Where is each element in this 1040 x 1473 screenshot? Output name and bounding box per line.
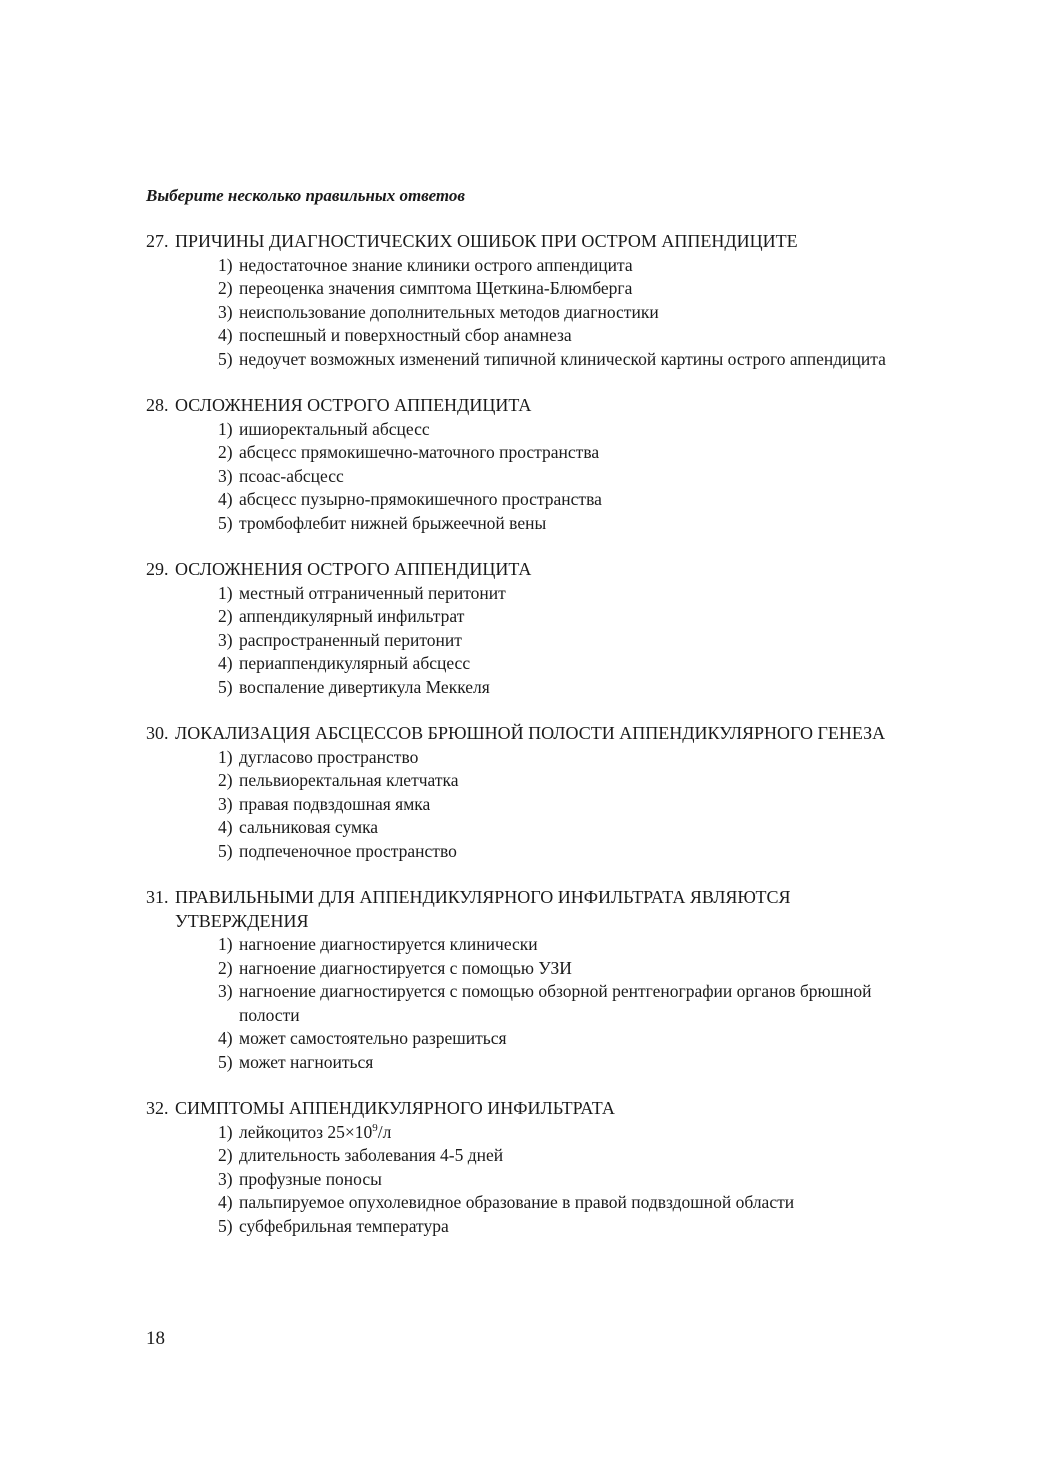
option-text [239,652,916,676]
option-text-main: пельвиоректальная клетчатка [239,770,459,790]
option-unit-suffix: /л [377,1121,392,1142]
option-text [239,582,916,606]
option-text-main: ишиоректальный абсцесс [239,418,430,439]
option-number: 3) [218,793,233,814]
question-heading [146,1097,916,1121]
answer-option [218,840,916,864]
option-text [239,676,916,700]
option-number: 5) [218,1215,233,1236]
option-number: 5) [218,512,233,533]
option-text-main: переоценка значения симптома Щеткина-Блюмберга [239,278,633,298]
option-number: 3) [218,301,233,322]
option-text [239,957,916,981]
option-number: 4) [218,325,233,345]
option-text [239,301,916,325]
option-number: 1) [218,1121,233,1142]
question-number: 27. [146,231,169,251]
question-item [146,230,916,371]
answer-options [146,1121,916,1239]
option-text [239,254,916,278]
option-text-main: дугласово пространство [239,746,419,767]
question-number: 31. [146,887,169,907]
option-text [239,629,916,653]
option-text [239,1051,916,1075]
option-text-main: правая подвздошная ямка [239,793,431,814]
option-number: 1) [218,254,233,275]
answer-option [218,277,916,301]
option-text [239,1027,916,1051]
answer-option [218,1051,916,1075]
option-number: 1) [218,418,233,439]
option-number: 2) [218,606,233,626]
option-text-main: пальпируемое опухолевидное образование в правой подвздошной области [239,1192,795,1212]
answer-options [146,254,916,372]
question-text: ПРАВИЛЬНЫМИ ДЛЯ АППЕНДИКУЛЯРНОГО ИНФИЛЬТРАТА ЯВЛЯЮТСЯ УТВЕРЖДЕНИЯ [175,887,791,931]
option-number: 5) [218,840,233,861]
answer-option [218,324,916,348]
option-number: 2) [218,278,233,298]
option-text-main: недостаточное знание клиники острого аппендицита [239,254,633,275]
question-number: 29. [146,559,169,579]
answer-option [218,512,916,536]
answer-options [146,933,916,1074]
option-number: 2) [218,770,233,790]
answer-option [218,957,916,981]
option-number: 4) [218,489,233,509]
answer-option [218,769,916,793]
option-text-main: воспаление дивертикула Меккеля [239,676,490,697]
option-text-main: профузные поносы [239,1168,382,1189]
option-text-main: псоас-абсцесс [239,465,344,486]
option-number: 3) [218,465,233,486]
option-text-main: субфебрильная температура [239,1215,449,1236]
question-number: 28. [146,395,169,415]
option-text [239,1121,916,1145]
option-text [239,980,916,1027]
option-text-main: поспешный и поверхностный сбор анамнеза [239,325,572,345]
option-text-main: недоучет возможных изменений типичной клинической картины острого аппендицита [239,348,886,369]
option-text-main: нагноение диагностируется клинически [239,934,538,954]
option-number: 5) [218,348,233,369]
option-text [239,277,916,301]
answer-option [218,441,916,465]
option-number: 1) [218,582,233,603]
option-text-main: длительность заболевания 4-5 дней [239,1145,504,1165]
answer-option [218,348,916,372]
option-superscript: 9 [372,1121,378,1134]
option-number: 4) [218,1028,233,1048]
option-number: 1) [218,934,233,954]
question-text: ОСЛОЖНЕНИЯ ОСТРОГО АППЕНДИЦИТА [175,559,532,579]
option-text-main: нагноение диагностируется с помощью УЗИ [239,957,572,978]
question-text: ЛОКАЛИЗАЦИЯ АБСЦЕССОВ БРЮШНОЙ ПОЛОСТИ АППЕНДИКУЛЯРНОГО ГЕНЕЗА [175,723,886,743]
option-text [239,769,916,793]
instruction-text: Выберите несколько правильных ответов [146,186,465,205]
option-text [239,746,916,770]
question-heading [146,394,916,418]
option-text [239,605,916,629]
answer-option [218,1191,916,1215]
answer-option [218,629,916,653]
option-text [239,793,916,817]
option-text [239,418,916,442]
option-text [239,1215,916,1239]
question-list [146,230,916,1261]
answer-option [218,980,916,1027]
question-heading [146,230,916,254]
option-text-main: периаппендикулярный абсцесс [239,653,471,673]
answer-option [218,746,916,770]
answer-options [146,418,916,536]
option-text-main: может самостоятельно разрешиться [239,1028,507,1048]
option-number: 2) [218,957,233,978]
option-text [239,1191,916,1215]
option-text [239,1144,916,1168]
option-number: 3) [218,629,233,650]
answer-option [218,676,916,700]
question-text: ОСЛОЖНЕНИЯ ОСТРОГО АППЕНДИЦИТА [175,395,532,415]
question-heading [146,886,916,933]
option-number: 2) [218,1145,233,1165]
question-item [146,394,916,535]
option-text-main: тромбофлебит нижней брыжеечной вены [239,512,547,533]
question-item [146,722,916,863]
option-text-main: абсцесс прямокишечно-маточного пространства [239,442,600,462]
option-text-main: распространенный перитонит [239,629,462,650]
option-number: 4) [218,1192,233,1212]
question-number: 32. [146,1098,169,1118]
option-text [239,933,916,957]
answer-option [218,1168,916,1192]
option-text [239,324,916,348]
option-text [239,840,916,864]
page-number: 18 [146,1328,165,1349]
answer-option [218,933,916,957]
option-text [239,465,916,489]
answer-option [218,793,916,817]
answer-option [218,254,916,278]
option-text-main: может нагноиться [239,1051,374,1072]
answer-option [218,488,916,512]
question-text: СИМПТОМЫ АППЕНДИКУЛЯРНОГО ИНФИЛЬТРАТА [175,1098,615,1118]
option-number: 4) [218,653,233,673]
answer-option [218,301,916,325]
option-text [239,816,916,840]
option-number: 5) [218,1051,233,1072]
option-text [239,441,916,465]
answer-option [218,465,916,489]
option-text-main: аппендикулярный инфильтрат [239,606,465,626]
option-text [239,512,916,536]
answer-option [218,1027,916,1051]
question-item [146,886,916,1074]
option-text [239,348,916,372]
option-text-main: лейкоцитоз 25×10 [239,1121,373,1142]
answer-option [218,418,916,442]
question-heading [146,558,916,582]
question-item [146,558,916,699]
answer-option [218,1215,916,1239]
option-number: 2) [218,442,233,462]
question-item [146,1097,916,1238]
answer-option [218,605,916,629]
question-heading [146,722,916,746]
answer-option [218,816,916,840]
answer-options [146,582,916,700]
answer-options [146,746,916,864]
option-text [239,488,916,512]
option-text-main: неиспользование дополнительных методов диагностики [239,301,659,322]
question-text: ПРИЧИНЫ ДИАГНОСТИЧЕСКИХ ОШИБОК ПРИ ОСТРОМ АППЕНДИЦИТЕ [175,231,798,251]
option-number: 4) [218,817,233,837]
answer-option [218,1121,916,1145]
question-number: 30. [146,723,169,743]
option-text-main: сальниковая сумка [239,817,379,837]
option-number: 5) [218,676,233,697]
option-number: 1) [218,746,233,767]
option-text-main: подпеченочное пространство [239,840,457,861]
option-text [239,1168,916,1192]
option-text-main: местный отграниченный перитонит [239,582,506,603]
answer-option [218,582,916,606]
answer-option [218,1144,916,1168]
option-number: 3) [218,981,233,1001]
answer-option [218,652,916,676]
option-text-main: абсцесс пузырно-прямокишечного пространства [239,489,602,509]
option-number: 3) [218,1168,233,1189]
option-text-main: нагноение диагностируется с помощью обзорной рентгенографии органов брюшной полости [239,981,872,1025]
